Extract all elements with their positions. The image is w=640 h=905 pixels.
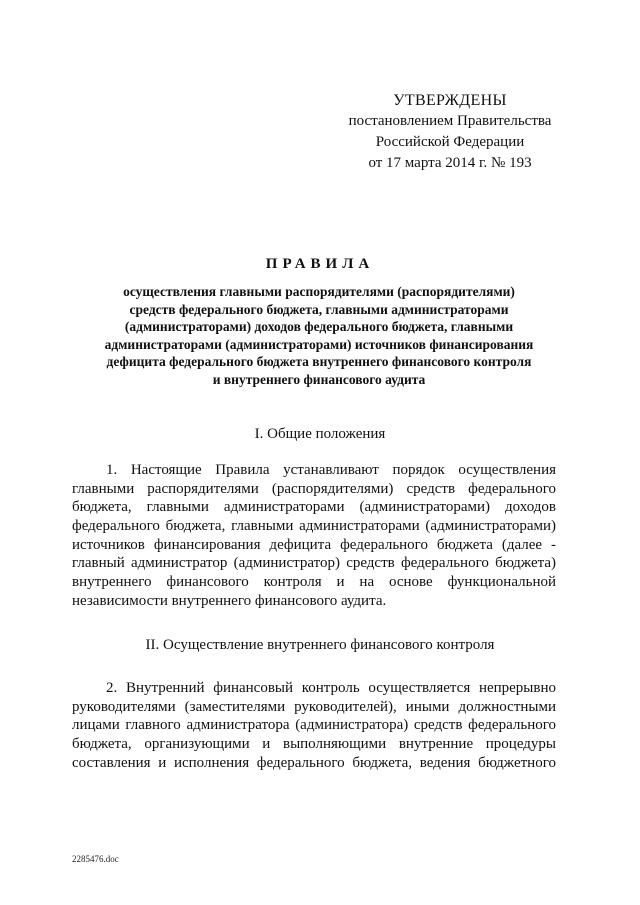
approval-heading: УТВЕРЖДЕНЫ: [393, 92, 507, 109]
paragraph-line: руководителями (заместителями руководителей), иными должностными: [72, 698, 556, 715]
subtitle-line: (администраторами) доходов федерального бюджета, главными: [124, 319, 514, 334]
paragraph-line: главный администратор (администратор) средств федерального бюджета): [72, 555, 556, 572]
paragraph-line: бюджета, главными администраторами (администраторами) доходов: [72, 499, 556, 516]
paragraph-line: федерального бюджета, главными администраторами (администраторами): [72, 518, 556, 535]
section-1-heading: I. Общие положения: [254, 426, 386, 442]
subtitle-line: осуществления главными распорядителями (распорядителями): [123, 284, 515, 299]
subtitle-line: администраторами (администраторами) источников финансирования: [104, 336, 534, 352]
file-name-footer: 2285476.doc: [72, 854, 119, 864]
subtitle-line: дефицита федерального бюджета внутреннего финансового контроля: [106, 354, 532, 369]
paragraph-2: [72, 679, 556, 772]
approval-line-3: от 17 марта 2014 г. № 193: [368, 155, 532, 171]
approval-stamp: [330, 90, 570, 174]
approval-line-2: Российской Федерации: [375, 134, 525, 150]
paragraph-line: составления и исполнения федерального бюджета, ведения бюджетного: [72, 754, 556, 771]
paragraph-1: [72, 461, 556, 611]
paragraph-line: главными распорядителями (распорядителями) средств федерального: [72, 480, 556, 497]
paragraph-line: лицами главного администратора (администратора) средств федерального: [72, 717, 556, 734]
paragraph-line: бюджета, организующими и выполняющими внутренние процедуры: [72, 736, 556, 753]
paragraph-line: источников финансирования дефицита федерального бюджета (далее -: [72, 536, 556, 553]
section-2-heading: II. Осуществление внутреннего финансового контроля: [145, 637, 495, 653]
document-title: ПРАВИЛА: [265, 256, 375, 272]
paragraph-line: 2. Внутренний финансовый контроль осуществляется непрерывно: [106, 680, 556, 696]
paragraph-line: 1. Настоящие Правила устанавливают порядок осуществления: [106, 462, 556, 478]
document-subtitle: [72, 283, 566, 388]
paragraph-line: независимости внутреннего финансового аудита.: [72, 592, 387, 609]
subtitle-line: средств федерального бюджета, главными администраторами: [129, 301, 509, 317]
subtitle-line: и внутреннего финансового аудита: [212, 371, 426, 387]
approval-line-1: постановлением Правительства: [348, 113, 552, 129]
paragraph-line: внутреннего финансового контроля и на основе функциональной: [72, 574, 556, 591]
